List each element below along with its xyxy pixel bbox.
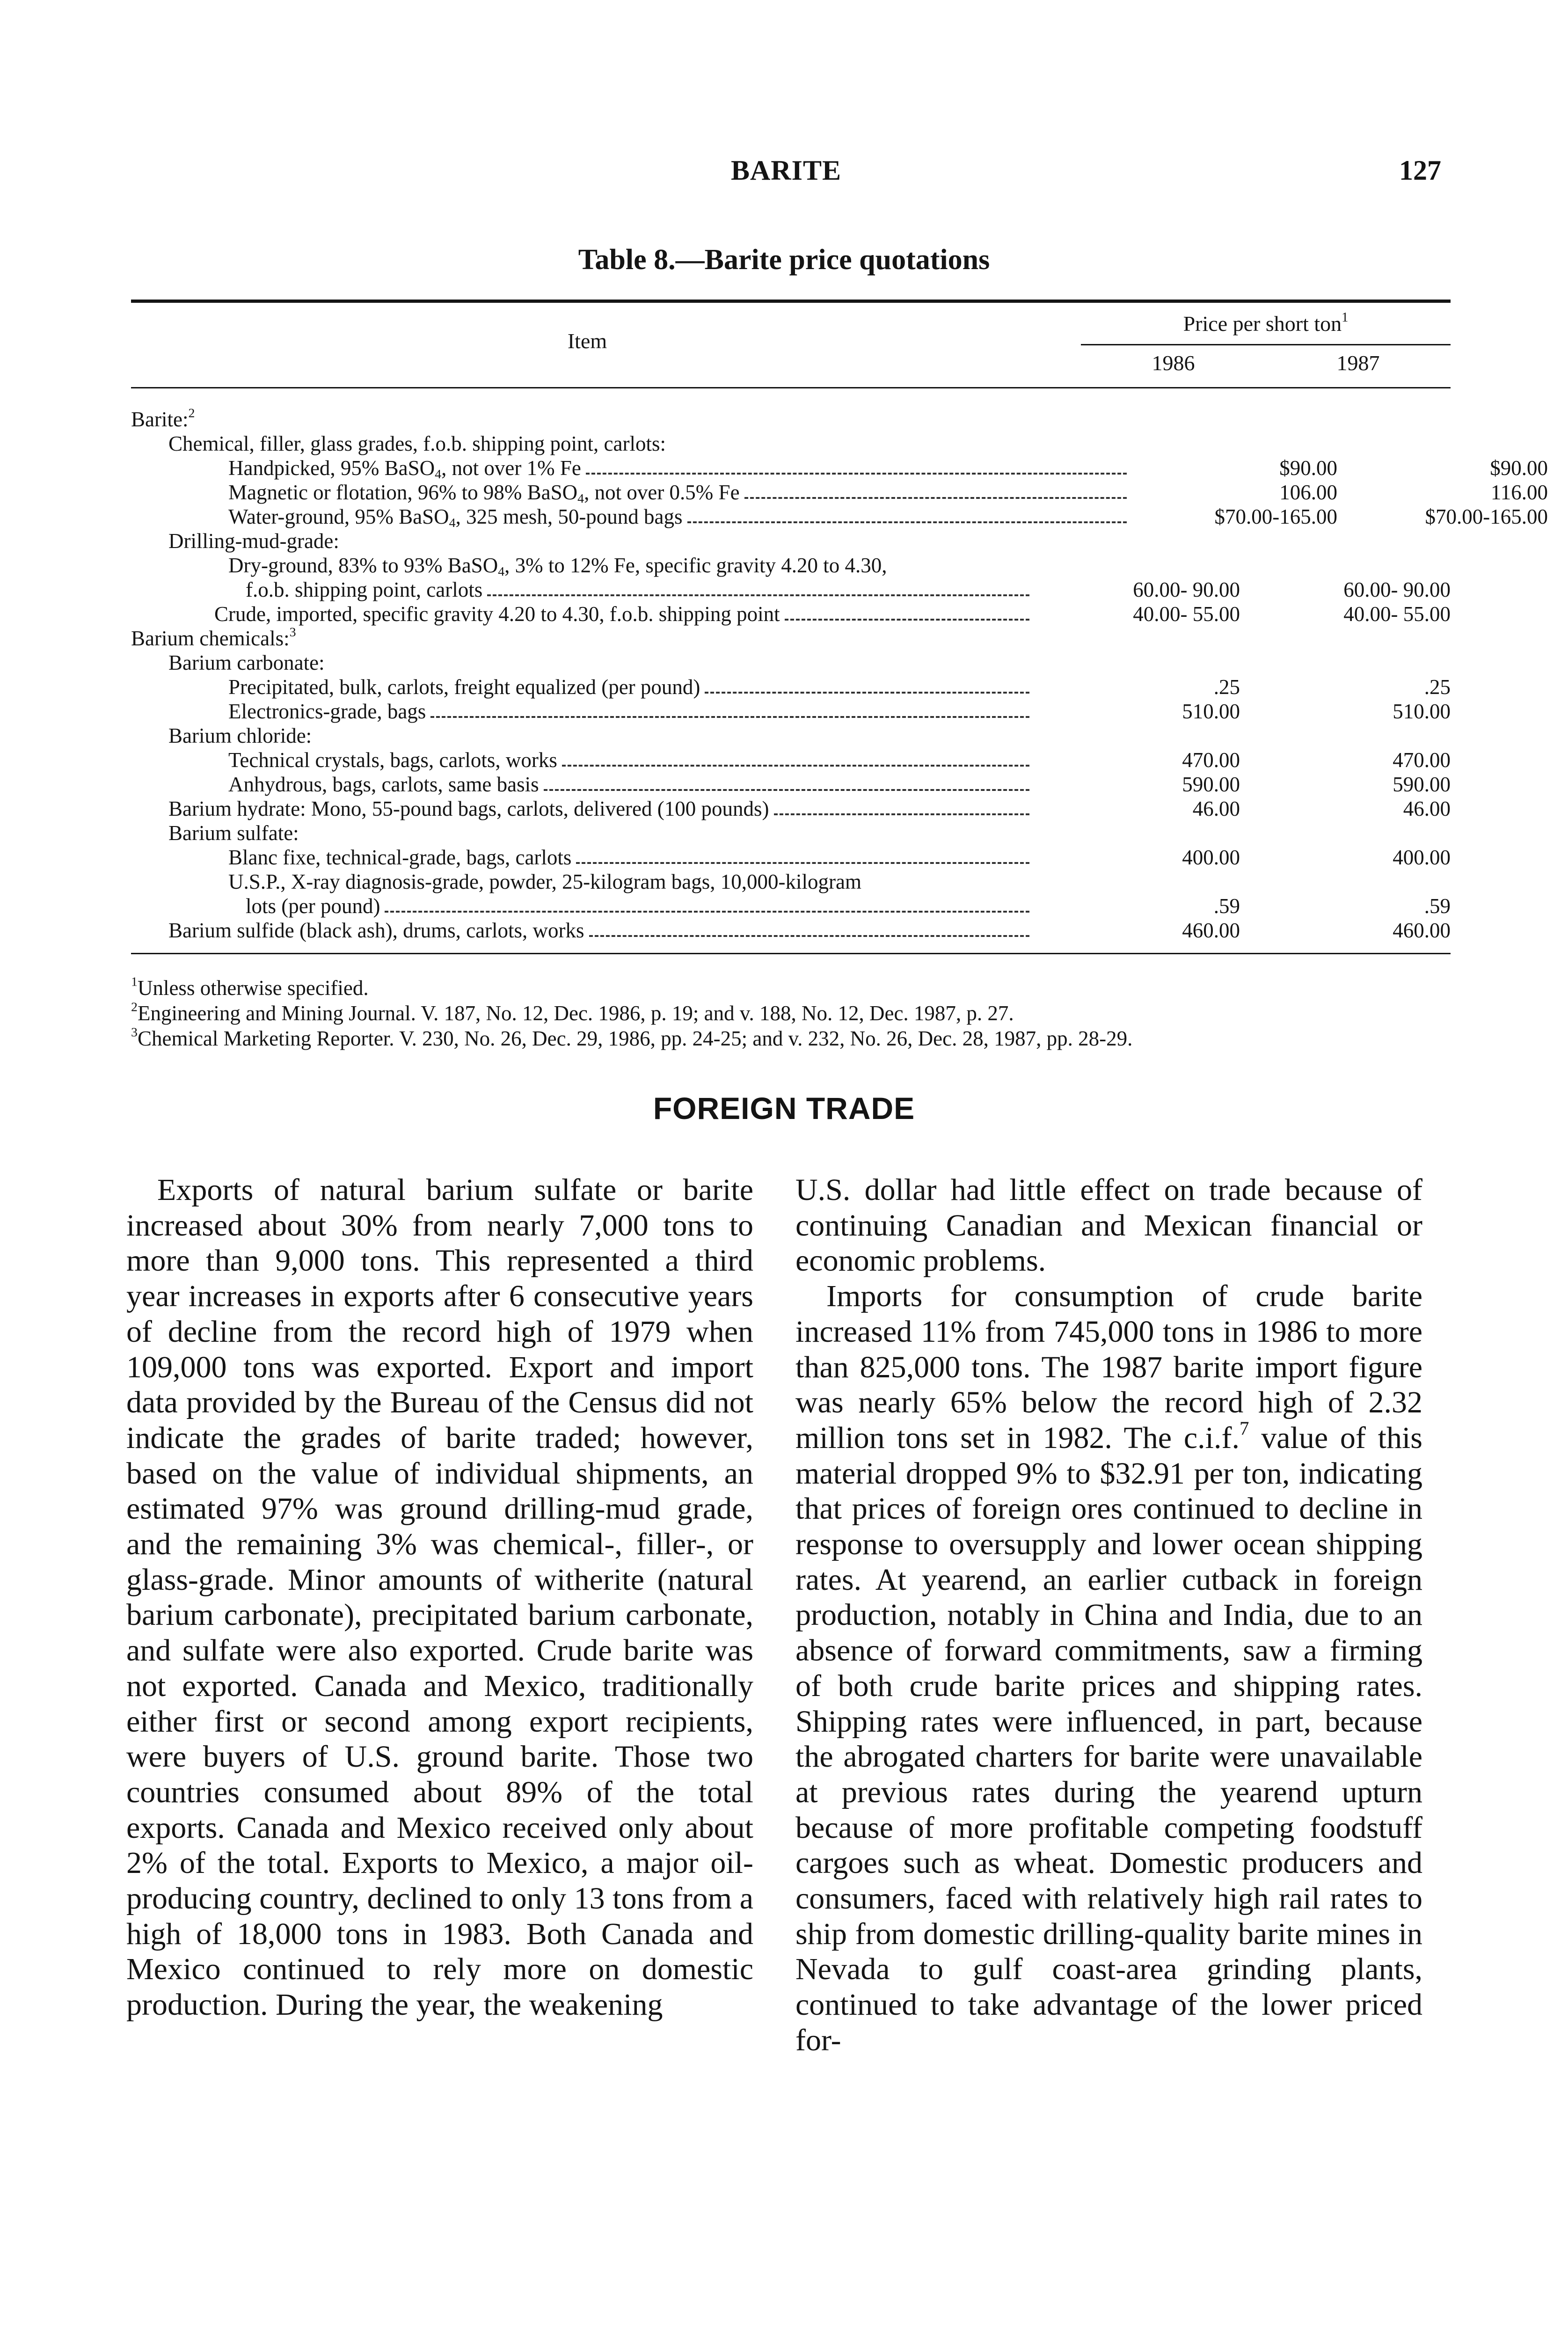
row-label: Barium hydrate: Mono, 55-pound bags, carlots, delivered (100 pounds) — [168, 797, 769, 820]
table-row — [131, 724, 1451, 748]
value-1986: 60.00- 90.00 — [1133, 578, 1240, 601]
row-label: Chemical, filler, glass grades, f.o.b. shipping point, carlots: — [168, 432, 666, 455]
table-row — [131, 651, 1451, 675]
row-label: Precipitated, bulk, carlots, freight equalized (per pound) — [228, 675, 700, 699]
dot-leader — [705, 675, 1029, 694]
table-row — [131, 748, 1451, 772]
table-row — [131, 626, 1451, 651]
table-row — [131, 870, 1451, 894]
table-header — [131, 303, 1451, 387]
row-label: Dry-ground, 83% to 93% BaSO — [228, 554, 498, 577]
page-number: 127 — [1399, 155, 1441, 186]
column-header-1986: 1986 — [1152, 351, 1195, 375]
footnote-ref: 2 — [188, 407, 195, 421]
row-label: Anhydrous, bags, carlots, same basis — [228, 773, 539, 796]
body-column-left — [126, 1172, 753, 2023]
dot-leader — [385, 894, 1029, 913]
dot-leader — [487, 578, 1029, 596]
body-column-right — [795, 1172, 1422, 2058]
table-row — [131, 894, 1451, 918]
value-1987: 60.00- 90.00 — [1343, 578, 1451, 601]
value-1986: 40.00- 55.00 — [1133, 602, 1240, 626]
column-header-1987: 1987 — [1336, 351, 1380, 375]
value-1986: 590.00 — [1182, 773, 1240, 796]
value-1987: 510.00 — [1393, 700, 1451, 723]
footnote-text: Chemical Marketing Reporter. V. 230, No. 26, Dec. 29, 1986, pp. 24-25; and v. 232, No. 26, Dec. 28, 1987, pp. 28-29. — [137, 1027, 1133, 1050]
value-1987: 590.00 — [1393, 773, 1451, 796]
footnote-mark: 1 — [131, 974, 138, 989]
dot-leader — [774, 797, 1030, 815]
body-paragraph: U.S. dollar had little effect on trade because of continuing Canadian and Mexican financial or economic problems. — [795, 1173, 1422, 1278]
table-row — [131, 772, 1451, 797]
table-row — [131, 918, 1451, 943]
table-row — [131, 529, 1451, 553]
dot-leader — [687, 505, 1127, 523]
value-1987: 400.00 — [1393, 846, 1451, 869]
footnotes — [131, 975, 1451, 1051]
row-label: lots (per pound) — [246, 894, 380, 918]
value-1986: 106.00 — [1279, 481, 1337, 504]
value-1986: 470.00 — [1182, 748, 1240, 772]
value-1987: 460.00 — [1393, 919, 1451, 942]
table-bottom-rule — [131, 953, 1451, 954]
paragraph-text: Imports for consumption of crude barite increased 11% from 745,000 tons in 1986 to more than 825,000 tons. The 1987 barite import figure was nearly 65% below the record high of 2.32 million tons set in 1982. The c.i.f. — [795, 1279, 1422, 1455]
table-row — [131, 797, 1451, 821]
row-label: Barium sulfate: — [168, 821, 299, 845]
subscript: 4 — [498, 564, 505, 578]
table-row — [131, 505, 1548, 529]
page-header — [131, 154, 1441, 192]
value-1987: $70.00-165.00 — [1425, 505, 1548, 528]
paragraph-text-cont: value of this material dropped 9% to $32.91 per ton, indicating that prices of foreign ores continued to decline in response to oversupply and lower ocean shipping rates. At yearend, an earlier cutback in foreign production, notably in China and India, due to an absence of forward commitments, saw a firming of both crude barite prices and shipping rates. Shipping rates were influenced, in part, because the abrogated charters for barite were unavailable at previous rates during the yearend upturn because of more profitable competing foodstuff cargoes such as wheat. Domestic producers and consumers, faced with relatively high rail rates to ship from domestic drilling-quality barite mines in Nevada to gulf coast-area grinding plants, continued to take advantage of the lower priced for- — [795, 1420, 1422, 2057]
row-label: f.o.b. shipping point, carlots — [246, 578, 483, 601]
subscript: 4 — [435, 467, 442, 480]
table-body — [131, 388, 1548, 953]
value-1986: .59 — [1213, 894, 1240, 918]
row-label: Barium carbonate: — [168, 651, 325, 674]
table-top-rule — [131, 300, 1451, 303]
subscript: 4 — [577, 491, 584, 505]
row-label: Drilling-mud-grade: — [168, 529, 339, 553]
row-label-cont: , 325 mesh, 50-pound bags — [455, 505, 683, 528]
table-row — [131, 699, 1451, 724]
row-label: Handpicked, 95% BaSO — [228, 456, 435, 480]
footnote-mark: 3 — [131, 1025, 138, 1040]
table-row — [131, 480, 1548, 505]
footnote-ref: 7 — [1239, 1418, 1249, 1439]
row-label: Blanc fixe, technical-grade, bags, carlots — [228, 846, 572, 869]
value-1986: 400.00 — [1182, 846, 1240, 869]
table-row — [131, 456, 1548, 480]
column-header-item: Item — [567, 329, 607, 353]
value-1987: 46.00 — [1403, 797, 1451, 820]
value-1987: 470.00 — [1393, 748, 1451, 772]
dot-leader — [589, 918, 1029, 937]
value-1987: .59 — [1424, 894, 1451, 918]
footnote-ref: 3 — [289, 626, 296, 640]
row-label: Electronics-grade, bags — [228, 700, 426, 723]
dot-leader — [562, 748, 1029, 767]
price-header-rule — [1081, 344, 1451, 345]
table-row — [131, 675, 1451, 699]
row-label: Crude, imported, specific gravity 4.20 to 4.30, f.o.b. shipping point — [214, 602, 780, 626]
footnote — [131, 975, 1451, 1001]
body-paragraph — [795, 1279, 1422, 2058]
table-row — [131, 431, 1451, 456]
value-1986: 460.00 — [1182, 919, 1240, 942]
row-label: Barium chloride: — [168, 724, 312, 747]
footnote-text: Unless otherwise specified. — [137, 976, 369, 1000]
dot-leader — [744, 480, 1127, 499]
footnote — [131, 1001, 1451, 1026]
row-label: Technical crystals, bags, carlots, works — [228, 748, 557, 772]
dot-leader — [785, 602, 1029, 621]
row-label: Magnetic or flotation, 96% to 98% BaSO — [228, 481, 578, 504]
table-row — [131, 845, 1451, 870]
value-1986: $90.00 — [1279, 456, 1337, 480]
body-paragraph: Exports of natural barium sulfate or barite increased about 30% from nearly 7,000 tons to more than 9,000 tons. This represented a third year increases in exports after 6 consecutive years of decline from the record high of 1979 when 109,000 tons was exported. Export and import data provided by the Bureau of the Census did not indicate the grades of barite traded; however, based on the value of individual shipments, an estimated 97% was ground drilling-mud grade, and the remaining 3% was chemical-, filler-, or glass-grade. Minor amounts of witherite (natural barium carbonate), precipitated barium carbonate, and sulfate were also exported. Crude barite was not exported. Canada and Mexico, traditionally either first or second among export recipients, were buyers of U.S. ground barite. Those two countries consumed about 89% of the total exports. Canada and Mexico received only about 2% of the total. Exports to Mexico, a major oil-producing country, declined to only 13 tons from a high of 18,000 tons in 1983. Both Canada and Mexico continued to rely more on domestic production. During the year, the weakening — [126, 1173, 753, 2022]
value-1986: .25 — [1213, 675, 1240, 699]
row-label: Barite: — [131, 408, 189, 431]
footnote-text: Engineering and Mining Journal. V. 187, No. 12, Dec. 1986, p. 19; and v. 188, No. 12, Dec. 1987, p. 27. — [137, 1002, 1014, 1025]
table-row — [131, 553, 1451, 578]
row-label: Water-ground, 95% BaSO — [228, 505, 449, 528]
subscript: 4 — [449, 515, 456, 529]
table-row — [131, 602, 1451, 626]
dot-leader — [544, 772, 1029, 791]
table-row — [131, 578, 1451, 602]
value-1987: 40.00- 55.00 — [1343, 602, 1451, 626]
value-1987: .25 — [1424, 675, 1451, 699]
row-label: Barium sulfide (black ash), drums, carlots, works — [168, 919, 584, 942]
row-label-cont: , not over 1% Fe — [441, 456, 581, 480]
column-header-price — [1081, 311, 1451, 336]
value-1987: 116.00 — [1490, 481, 1548, 504]
footnote — [131, 1026, 1451, 1051]
row-label: Barium chemicals: — [131, 627, 290, 650]
price-table — [131, 300, 1548, 1051]
price-header-note: 1 — [1342, 310, 1349, 325]
value-1986: 46.00 — [1192, 797, 1240, 820]
table-row — [131, 407, 1451, 431]
dot-leader — [576, 845, 1029, 864]
footnote-mark: 2 — [131, 1000, 138, 1015]
section-heading: FOREIGN TRADE — [653, 1091, 915, 1126]
table-row — [131, 821, 1451, 845]
value-1987: $90.00 — [1490, 456, 1548, 480]
value-1986: $70.00-165.00 — [1214, 505, 1337, 528]
row-label-cont: , not over 0.5% Fe — [584, 481, 740, 504]
value-1986: 510.00 — [1182, 700, 1240, 723]
dot-leader — [430, 699, 1029, 718]
running-title: BARITE — [730, 155, 842, 186]
table-title: Table 8.—Barite price quotations — [578, 244, 990, 276]
dot-leader — [586, 456, 1127, 475]
row-label-cont: , 3% to 12% Fe, specific gravity 4.20 to 4.30, — [504, 554, 887, 577]
row-label: U.S.P., X-ray diagnosis-grade, powder, 25-kilogram bags, 10,000-kilogram — [228, 870, 861, 893]
price-header-label: Price per short ton — [1183, 312, 1342, 336]
